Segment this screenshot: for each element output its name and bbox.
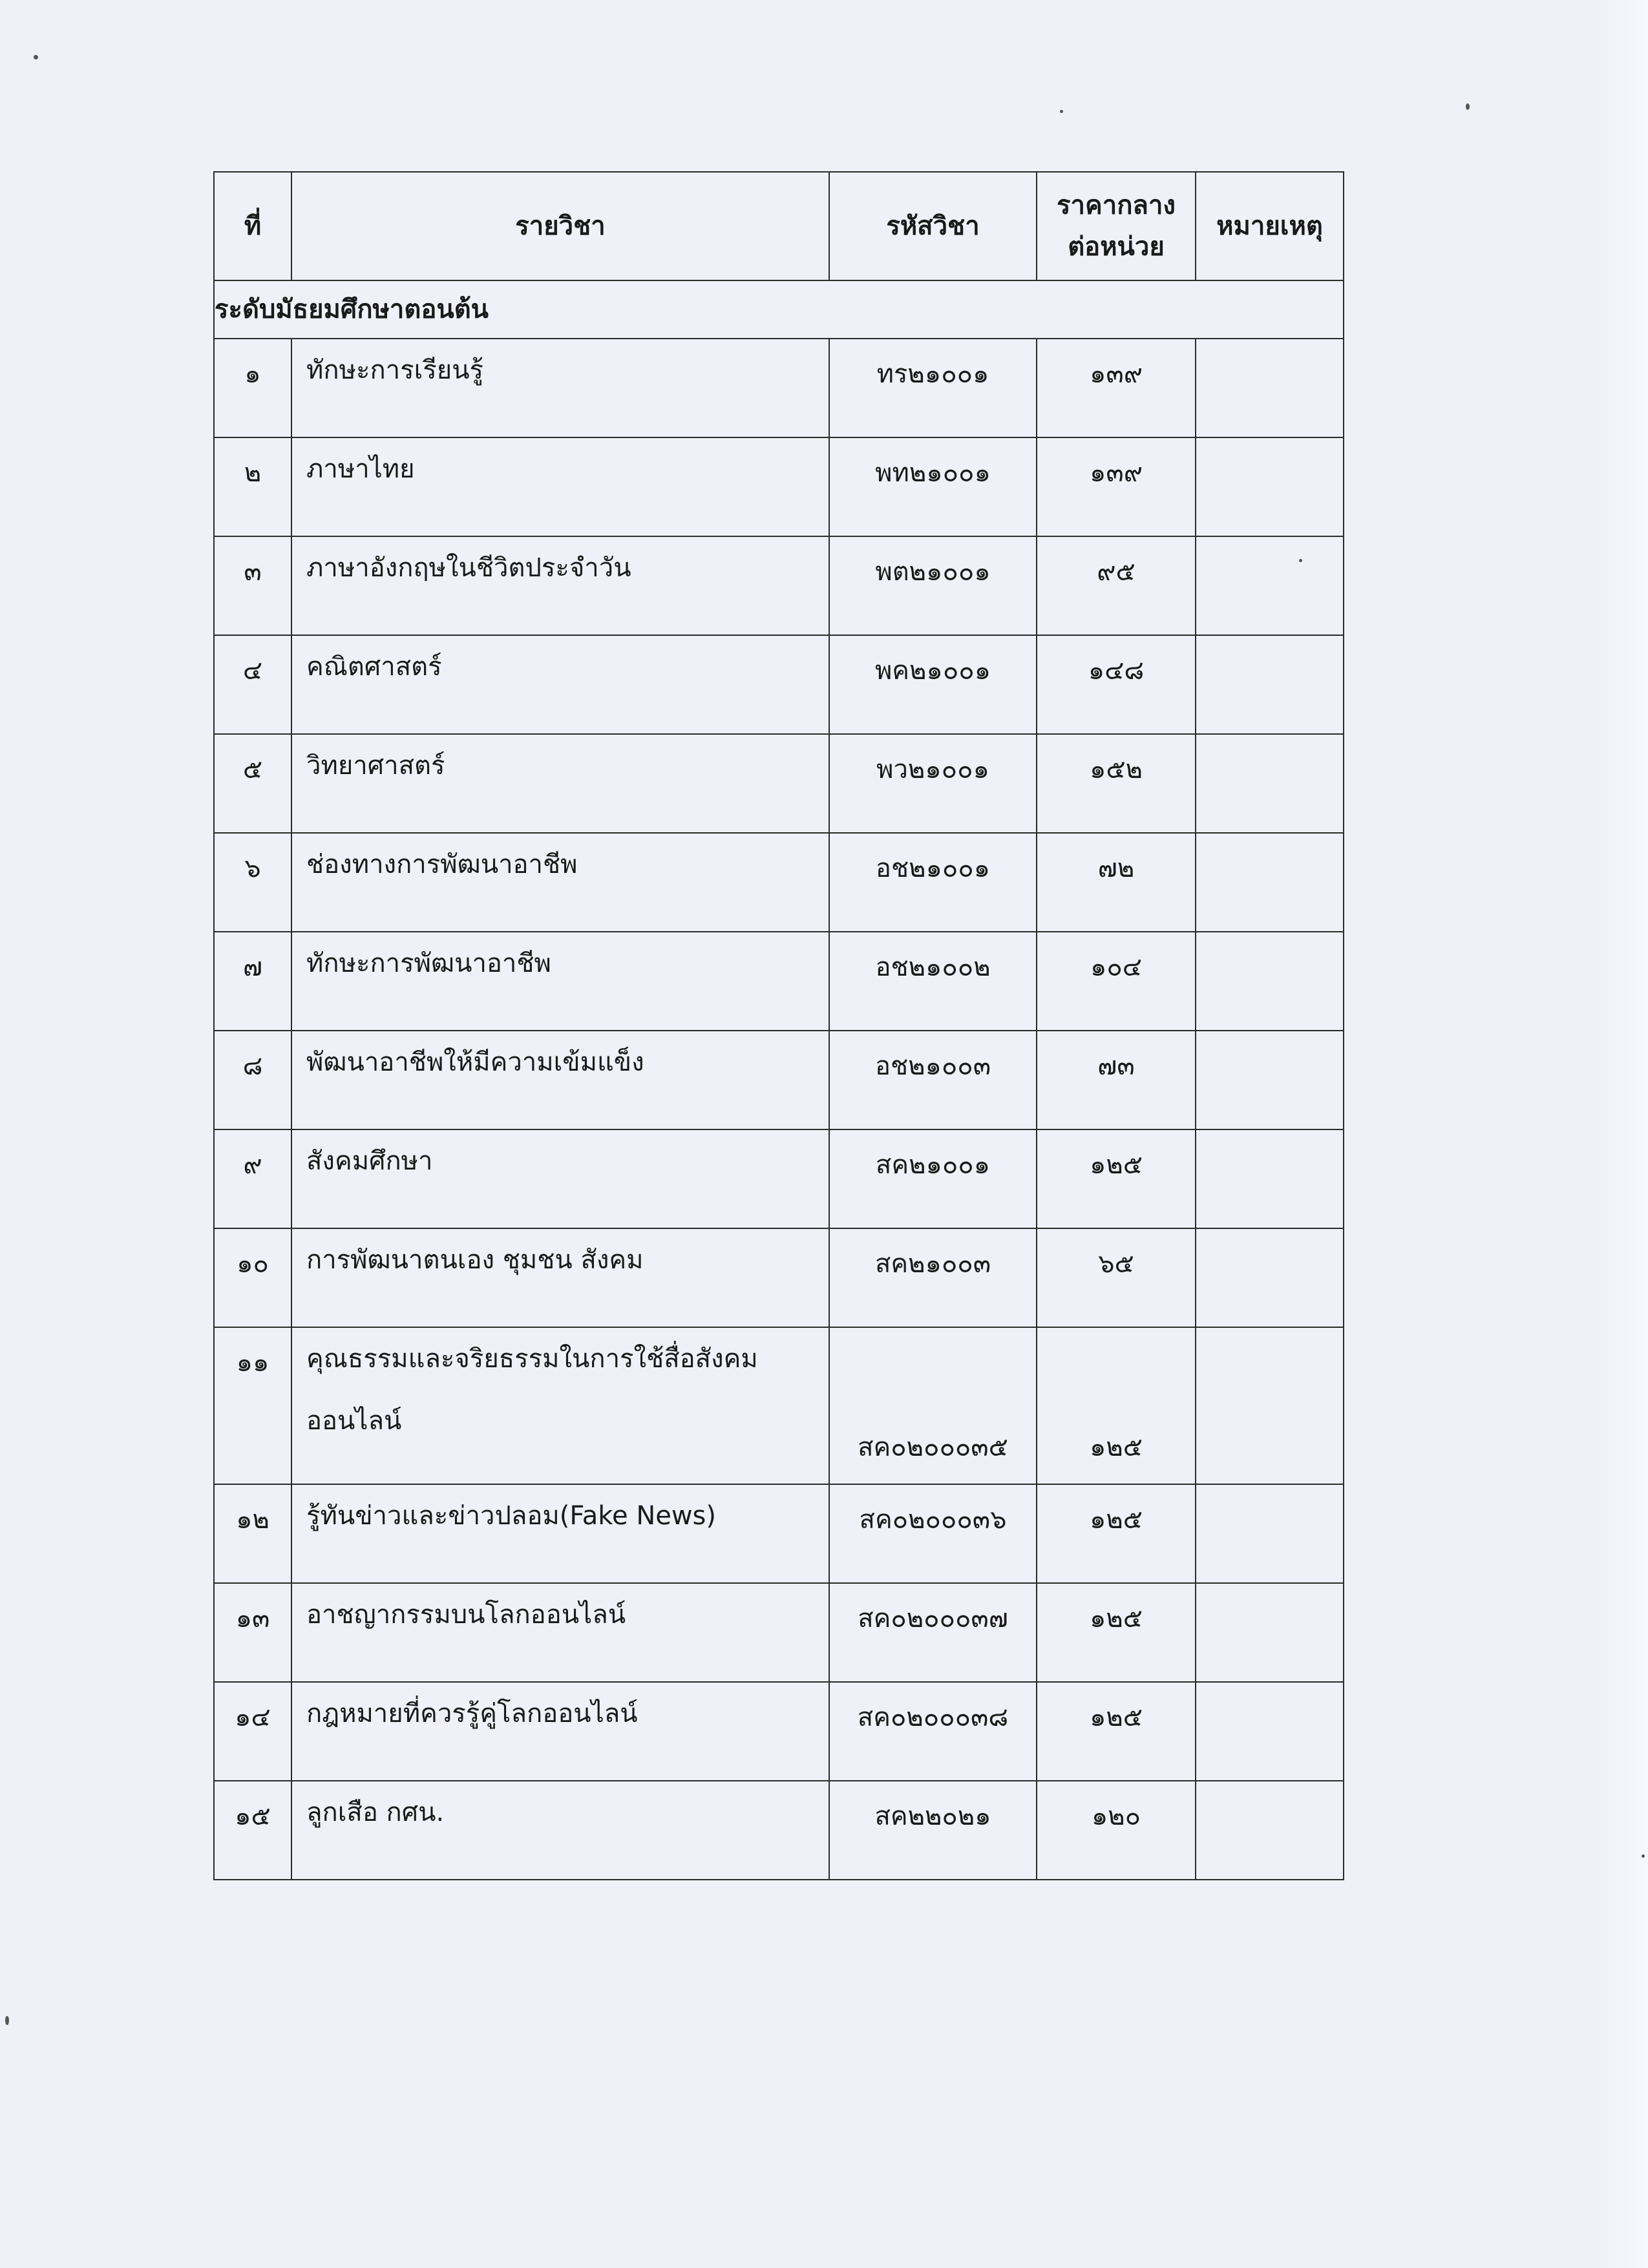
row-subject: รู้ทันข่าวและข่าวปลอม(Fake News): [291, 1484, 829, 1583]
row-no: ๑๕: [214, 1781, 291, 1880]
row-price: ๙๕: [1037, 536, 1196, 635]
scan-speck: [1466, 103, 1470, 110]
table-row: [214, 1129, 1344, 1228]
header-price-line2: ต่อหน่วย: [1068, 232, 1165, 262]
row-subject: ทักษะการเรียนรู้: [291, 339, 829, 437]
row-price: ๑๐๔: [1037, 932, 1196, 1031]
row-no: ๗: [214, 932, 291, 1031]
row-note: [1196, 339, 1344, 437]
section-row: [214, 280, 1344, 339]
row-note: [1196, 437, 1344, 536]
row-code: สค๐๒๐๐๐๓๖: [829, 1484, 1037, 1583]
table-row: [214, 734, 1344, 833]
table-row: [214, 1484, 1344, 1583]
row-code: สค๐๒๐๐๐๓๕: [829, 1327, 1037, 1484]
row-no: ๓: [214, 536, 291, 635]
row-subject: ทักษะการพัฒนาอาชีพ: [291, 932, 829, 1031]
header-subject: รายวิชา: [291, 172, 829, 280]
table-header-row: [214, 172, 1344, 280]
row-subject: ภาษาอังกฤษในชีวิตประจำวัน: [291, 536, 829, 635]
header-note: หมายเหตุ: [1196, 172, 1344, 280]
scan-speck: [1060, 110, 1063, 113]
row-price: ๑๒๐: [1037, 1781, 1196, 1880]
row-price: ๑๒๕: [1037, 1129, 1196, 1228]
row-subject: ลูกเสือ กศน.: [291, 1781, 829, 1880]
row-no: ๒: [214, 437, 291, 536]
table-row: [214, 1031, 1344, 1129]
row-code: อช๒๑๐๐๓: [829, 1031, 1037, 1129]
scan-speck: [5, 2016, 9, 2025]
row-no: ๔: [214, 635, 291, 734]
row-code: พค๒๑๐๐๑: [829, 635, 1037, 734]
scan-speck: [34, 55, 38, 59]
table-row: [214, 536, 1344, 635]
row-price: ๑๒๕: [1037, 1484, 1196, 1583]
row-price: ๑๒๕: [1037, 1327, 1196, 1484]
row-price: ๑๔๘: [1037, 635, 1196, 734]
row-code: สค๐๒๐๐๐๓๘: [829, 1682, 1037, 1781]
row-no: ๘: [214, 1031, 291, 1129]
row-price: ๑๒๕: [1037, 1583, 1196, 1682]
row-price: ๖๕: [1037, 1228, 1196, 1327]
table-row: [214, 437, 1344, 536]
row-note: [1196, 1781, 1344, 1880]
table-row: [214, 1781, 1344, 1880]
row-price: ๗๓: [1037, 1031, 1196, 1129]
table-row: [214, 833, 1344, 932]
row-price: ๑๕๒: [1037, 734, 1196, 833]
row-note: [1196, 536, 1344, 635]
row-code: อช๒๑๐๐๒: [829, 932, 1037, 1031]
row-subject-line2: ออนไลน์: [306, 1406, 402, 1436]
row-no: ๑๔: [214, 1682, 291, 1781]
row-price: ๑๒๕: [1037, 1682, 1196, 1781]
table-row: [214, 635, 1344, 734]
scan-edge: [1596, 0, 1648, 2268]
row-subject: [291, 1327, 829, 1484]
row-price: ๑๓๙: [1037, 437, 1196, 536]
row-note: [1196, 734, 1344, 833]
row-code: สค๒๑๐๐๑: [829, 1129, 1037, 1228]
row-no: ๑: [214, 339, 291, 437]
header-no: ที่: [214, 172, 291, 280]
row-note: [1196, 1228, 1344, 1327]
row-no: ๑๑: [214, 1327, 291, 1484]
row-no: ๑๐: [214, 1228, 291, 1327]
row-note: [1196, 1327, 1344, 1484]
row-no: ๑๓: [214, 1583, 291, 1682]
row-note: [1196, 1031, 1344, 1129]
row-no: ๙: [214, 1129, 291, 1228]
row-note: [1196, 833, 1344, 932]
row-code: สค๐๒๐๐๐๓๗: [829, 1583, 1037, 1682]
row-subject-line1: คุณธรรมและจริยธรรมในการใช้สื่อสังคม: [306, 1344, 758, 1374]
row-code: พว๒๑๐๐๑: [829, 734, 1037, 833]
table-row: [214, 932, 1344, 1031]
row-subject: พัฒนาอาชีพให้มีความเข้มแข็ง: [291, 1031, 829, 1129]
scan-speck: [1642, 1854, 1645, 1858]
row-code: สค๒๒๐๒๑: [829, 1781, 1037, 1880]
row-note: [1196, 635, 1344, 734]
table-row: [214, 1327, 1344, 1484]
row-price: ๑๓๙: [1037, 339, 1196, 437]
row-code: ทร๒๑๐๐๑: [829, 339, 1037, 437]
row-subject: สังคมศึกษา: [291, 1129, 829, 1228]
row-subject: ภาษาไทย: [291, 437, 829, 536]
row-note: [1196, 1484, 1344, 1583]
row-no: ๕: [214, 734, 291, 833]
row-code: อช๒๑๐๐๑: [829, 833, 1037, 932]
header-code: รหัสวิชา: [829, 172, 1037, 280]
table-row: [214, 1583, 1344, 1682]
row-subject: วิทยาศาสตร์: [291, 734, 829, 833]
row-note: [1196, 1583, 1344, 1682]
header-price: [1037, 172, 1196, 280]
row-no: ๖: [214, 833, 291, 932]
row-price: ๗๒: [1037, 833, 1196, 932]
row-note: [1196, 932, 1344, 1031]
row-subject: กฎหมายที่ควรรู้คู่โลกออนไลน์: [291, 1682, 829, 1781]
row-no: ๑๒: [214, 1484, 291, 1583]
row-note: [1196, 1682, 1344, 1781]
table-row: [214, 1228, 1344, 1327]
row-subject: ช่องทางการพัฒนาอาชีพ: [291, 833, 829, 932]
row-code: สค๒๑๐๐๓: [829, 1228, 1037, 1327]
row-code: พท๒๑๐๐๑: [829, 437, 1037, 536]
section-title: ระดับมัธยมศึกษาตอนต้น: [214, 280, 1344, 339]
row-subject: อาชญากรรมบนโลกออนไลน์: [291, 1583, 829, 1682]
table-row: [214, 1682, 1344, 1781]
table-row: [214, 339, 1344, 437]
price-table: [213, 171, 1344, 1880]
header-price-line1: ราคากลาง: [1057, 191, 1176, 220]
row-code: พต๒๑๐๐๑: [829, 536, 1037, 635]
row-note: [1196, 1129, 1344, 1228]
row-subject: การพัฒนาตนเอง ชุมชน สังคม: [291, 1228, 829, 1327]
row-subject: คณิตศาสตร์: [291, 635, 829, 734]
